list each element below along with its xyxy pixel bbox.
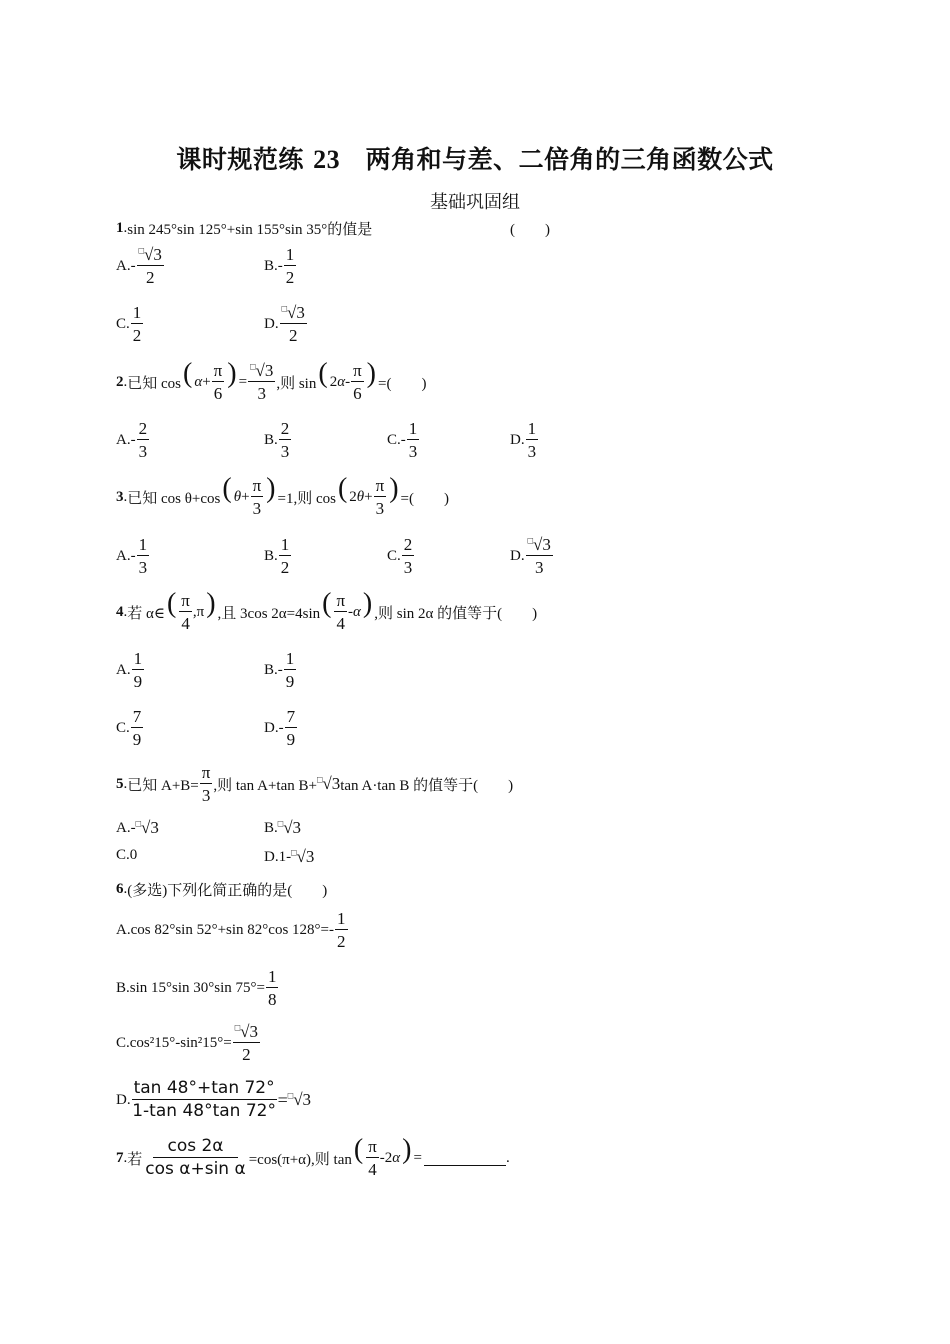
question-5: 5 . 已知 A+B= $\frac{\pi}{3}$ ,则 tan A+tan B+ □√3 tan A·tan B 的值等于( ) <box>116 763 514 805</box>
q1-option-b: B.- $\frac{1}{2}$ <box>264 245 295 287</box>
q1-option-d: D. $\frac{^□√3}{2}$ <box>264 303 305 345</box>
q6-option-b: B.sin 15°sin 30°sin 75°= $\frac{1}{8}$ <box>116 967 277 1009</box>
answer-blank[interactable] <box>424 1151 506 1166</box>
q6-option-a: A.cos 82°sin 52°+sin 82°cos 128°=- $\frac{1}{2}$ <box>116 909 346 951</box>
q4-option-b: B.- $\frac{1}{9}$ <box>264 649 295 691</box>
q4-option-a: A. $\frac{1}{9}$ <box>116 649 143 691</box>
answer-paren: ( ) <box>510 222 550 238</box>
q2-option-a: A.- $\frac{2}{3}$ <box>116 419 148 461</box>
q5-option-a: A.- □√3 <box>116 818 159 837</box>
q3-option-d: D. $\frac{^□√3}{3}$ <box>510 535 551 577</box>
section-subtitle: 基础巩固组 <box>430 192 520 213</box>
q3-option-b: B. $\frac{1}{2}$ <box>264 535 290 577</box>
question-3: 3 . 已知 cos θ+cos ( θ + $\frac{\pi}{3}$ ) =1,则 cos ( 2 θ + $\frac{\pi}{3}$ ) =( ) <box>116 473 449 518</box>
q6-option-d: D. $\frac{\tan 48^\circ+\tan 72^\circ}{1-\tan 48^\circ\tan 72^\circ}$ = □√3 <box>116 1078 312 1121</box>
question-7: 7 . 若 $\frac{\cos 2\alpha}{\text{cos α+sin α}}$ =cos(π+α),则 tan ( $\frac{\pi}{4}$ -2 α ) = . <box>116 1134 510 1179</box>
q2-option-c: C.- $\frac{1}{3}$ <box>387 419 418 461</box>
question-2: 2 . 已知 cos ( α + $\frac{\pi}{6}$ ) = $\frac{^□√3}{3}$ ,则 sin ( 2 α - $\frac{\pi}{6}$ ) =( ) <box>116 358 427 403</box>
question-6: 6 . (多选)下列化简正确的是( ) <box>116 881 328 899</box>
question-1: 1 . sin 245°sin 125°+sin 155°sin 35°的值是 <box>116 220 373 238</box>
question-4: 4 . 若 α∈ ( $\frac{\pi}{4}$ ,π ) ,且 3cos 2α=4sin ( $\frac{\pi}{4}$ - α ) ,则 sin 2α 的值等于( ) <box>116 588 538 633</box>
q5-option-c: C.0 <box>116 847 138 863</box>
page-title: 课时规范练 23 两角和与差、二倍角的三角函数公式 <box>176 145 774 174</box>
q4-option-d: D.- $\frac{7}{9}$ <box>264 707 296 749</box>
q2-option-d: D. $\frac{1}{3}$ <box>510 419 537 461</box>
q5-option-b: B. □√3 <box>264 818 302 837</box>
q3-option-c: C. $\frac{2}{3}$ <box>387 535 413 577</box>
q2-option-b: B. $\frac{2}{3}$ <box>264 419 290 461</box>
q5-option-d: D.1- □√3 <box>264 847 315 866</box>
q4-option-c: C. $\frac{7}{9}$ <box>116 707 142 749</box>
q3-option-a: A.- $\frac{1}{3}$ <box>116 535 148 577</box>
q1-option-c: C. $\frac{1}{2}$ <box>116 303 142 345</box>
q1-option-a: A.- $\frac{^□√3}{2}$ <box>116 245 162 287</box>
q6-option-c: C.cos²15°-sin²15°= $\frac{^□√3}{2}$ <box>116 1022 258 1064</box>
